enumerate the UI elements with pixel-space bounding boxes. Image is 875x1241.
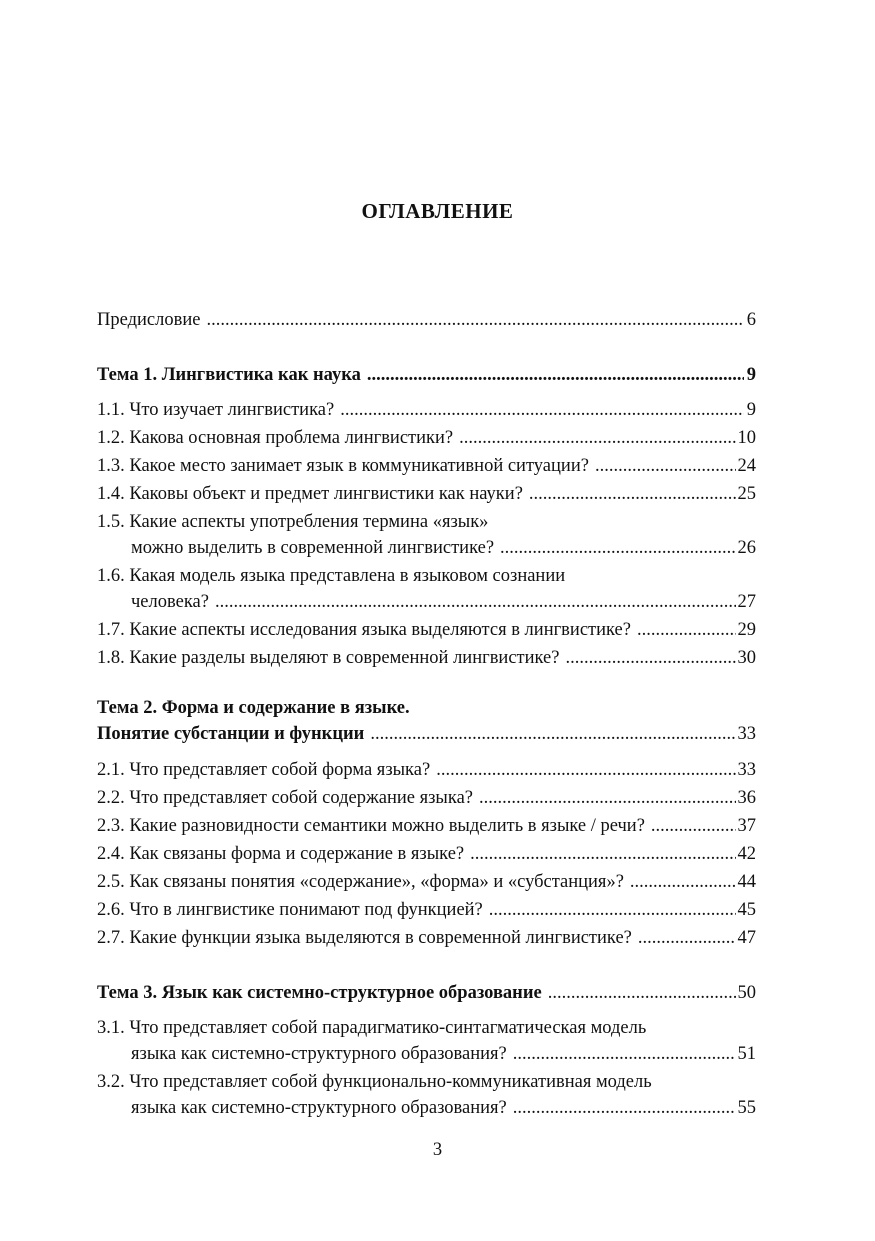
toc-page-number: 50 [737, 983, 756, 1003]
toc-topic-3-heading[interactable] [97, 980, 756, 1007]
toc-entry[interactable] [97, 813, 756, 840]
leader-dots [565, 645, 735, 672]
toc-page-number: 45 [737, 900, 756, 920]
toc-page-number: 37 [737, 816, 756, 836]
toc-entry[interactable] [97, 535, 756, 562]
leader-dots [370, 721, 735, 748]
toc-page-number: 30 [737, 648, 756, 668]
toc-topic-2-heading-line1[interactable]: Тема 2. Форма и содержание в языке. [97, 698, 410, 718]
toc-page-number: 55 [737, 1098, 756, 1118]
toc-entry[interactable] [97, 785, 756, 812]
toc-page-number: 9 [746, 365, 756, 385]
toc-entry-line1[interactable]: 3.1. Что представляет собой парадигматико-синтагматическая модель [97, 1018, 647, 1038]
toc-entry-label: 2.4. Как связаны форма и содержание в языке? [97, 844, 465, 864]
leader-dots [513, 1041, 736, 1068]
toc-page-number: 9 [746, 400, 756, 420]
toc-entry-preface[interactable] [97, 307, 756, 334]
leader-dots [630, 869, 736, 896]
toc-page-number: 6 [746, 310, 756, 330]
toc-page-number: 10 [737, 428, 756, 448]
toc-page-number: 33 [737, 760, 756, 780]
toc-topic-label: Тема 1. Лингвистика как наука [97, 365, 361, 385]
toc-entry-line1[interactable]: 1.6. Какая модель языка представлена в языковом сознании [97, 566, 566, 586]
leader-dots [215, 589, 736, 616]
toc-entry-label: можно выделить в современной лингвистике? [131, 538, 495, 558]
toc-entry-line1[interactable]: 1.5. Какие аспекты употребления термина «язык» [97, 512, 489, 532]
toc-entry[interactable] [97, 897, 756, 924]
leader-dots [470, 841, 735, 868]
toc-entry[interactable] [97, 757, 756, 784]
toc-entry-label: языка как системно-структурного образования? [131, 1044, 507, 1064]
toc-entry-label: 1.4. Каковы объект и предмет лингвистики как науки? [97, 484, 523, 504]
toc-entry-label: языка как системно-структурного образования? [131, 1098, 507, 1118]
toc-page-number: 26 [737, 538, 756, 558]
toc-entry[interactable] [97, 425, 756, 452]
leader-dots [479, 785, 736, 812]
toc-page-number: 51 [737, 1044, 756, 1064]
leader-dots [637, 617, 736, 644]
toc-page-number: 44 [737, 872, 756, 892]
toc-entry[interactable] [97, 481, 756, 508]
toc-topic-1-heading[interactable] [97, 362, 756, 389]
toc-entry[interactable] [97, 869, 756, 896]
toc-entry-label: 1.3. Какое место занимает язык в коммуникативной ситуации? [97, 456, 589, 476]
leader-dots [367, 362, 744, 389]
toc-entry-label: Предисловие [97, 310, 201, 330]
toc-entry-label: 1.7. Какие аспекты исследования языка выделяются в лингвистике? [97, 620, 631, 640]
leader-dots [651, 813, 736, 840]
toc-page-number: 33 [737, 724, 756, 744]
toc-entry[interactable] [97, 1041, 756, 1068]
toc-entry-line1[interactable]: 3.2. Что представляет собой функционально-коммуникативная модель [97, 1072, 652, 1092]
leader-dots [513, 1095, 736, 1122]
toc-page-number: 27 [737, 592, 756, 612]
toc-entry-label: 2.1. Что представляет собой форма языка? [97, 760, 431, 780]
toc-entry-label: 2.7. Какие функции языка выделяются в современной лингвистике? [97, 928, 632, 948]
toc-entry[interactable] [97, 841, 756, 868]
leader-dots [500, 535, 735, 562]
leader-dots [436, 757, 735, 784]
page-number: 3 [432, 1140, 443, 1160]
leader-dots [459, 425, 735, 452]
toc-entry-label: 2.6. Что в лингвистике понимают под функцией? [97, 900, 483, 920]
toc-page-number: 25 [737, 484, 756, 504]
leader-dots [595, 453, 736, 480]
toc-topic-label: Понятие субстанции и функции [97, 724, 365, 744]
leader-dots [489, 897, 736, 924]
leader-dots [340, 397, 744, 424]
toc-topic-2-heading[interactable] [97, 721, 756, 748]
leader-dots [548, 980, 736, 1007]
page-title: ОГЛАВЛЕНИЕ [361, 199, 514, 223]
toc-page-number: 24 [737, 456, 756, 476]
toc-entry-label: 2.2. Что представляет собой содержание языка? [97, 788, 473, 808]
leader-dots [206, 307, 744, 334]
toc-entry-label: 1.8. Какие разделы выделяют в современной лингвистике? [97, 648, 560, 668]
toc-page-number: 47 [737, 928, 756, 948]
toc-entry[interactable] [97, 453, 756, 480]
leader-dots [638, 925, 736, 952]
toc-entry-label: 2.3. Какие разновидности семантики можно выделить в языке / речи? [97, 816, 645, 836]
toc-topic-label: Тема 3. Язык как системно-структурное образование [97, 983, 542, 1003]
toc-entry[interactable] [97, 397, 756, 424]
toc-entry[interactable] [97, 645, 756, 672]
toc-entry[interactable] [97, 617, 756, 644]
toc-page-number: 36 [737, 788, 756, 808]
toc-entry[interactable] [97, 925, 756, 952]
toc-page-number: 42 [737, 844, 756, 864]
toc-entry[interactable] [97, 589, 756, 616]
toc-entry[interactable] [97, 1095, 756, 1122]
toc-entry-label: 1.2. Какова основная проблема лингвистики? [97, 428, 454, 448]
toc-entry-label: человека? [131, 592, 209, 612]
leader-dots [529, 481, 736, 508]
toc-page-number: 29 [737, 620, 756, 640]
toc-entry-label: 1.1. Что изучает лингвистика? [97, 400, 335, 420]
toc-entry-label: 2.5. Как связаны понятия «содержание», «форма» и «субстанция»? [97, 872, 624, 892]
